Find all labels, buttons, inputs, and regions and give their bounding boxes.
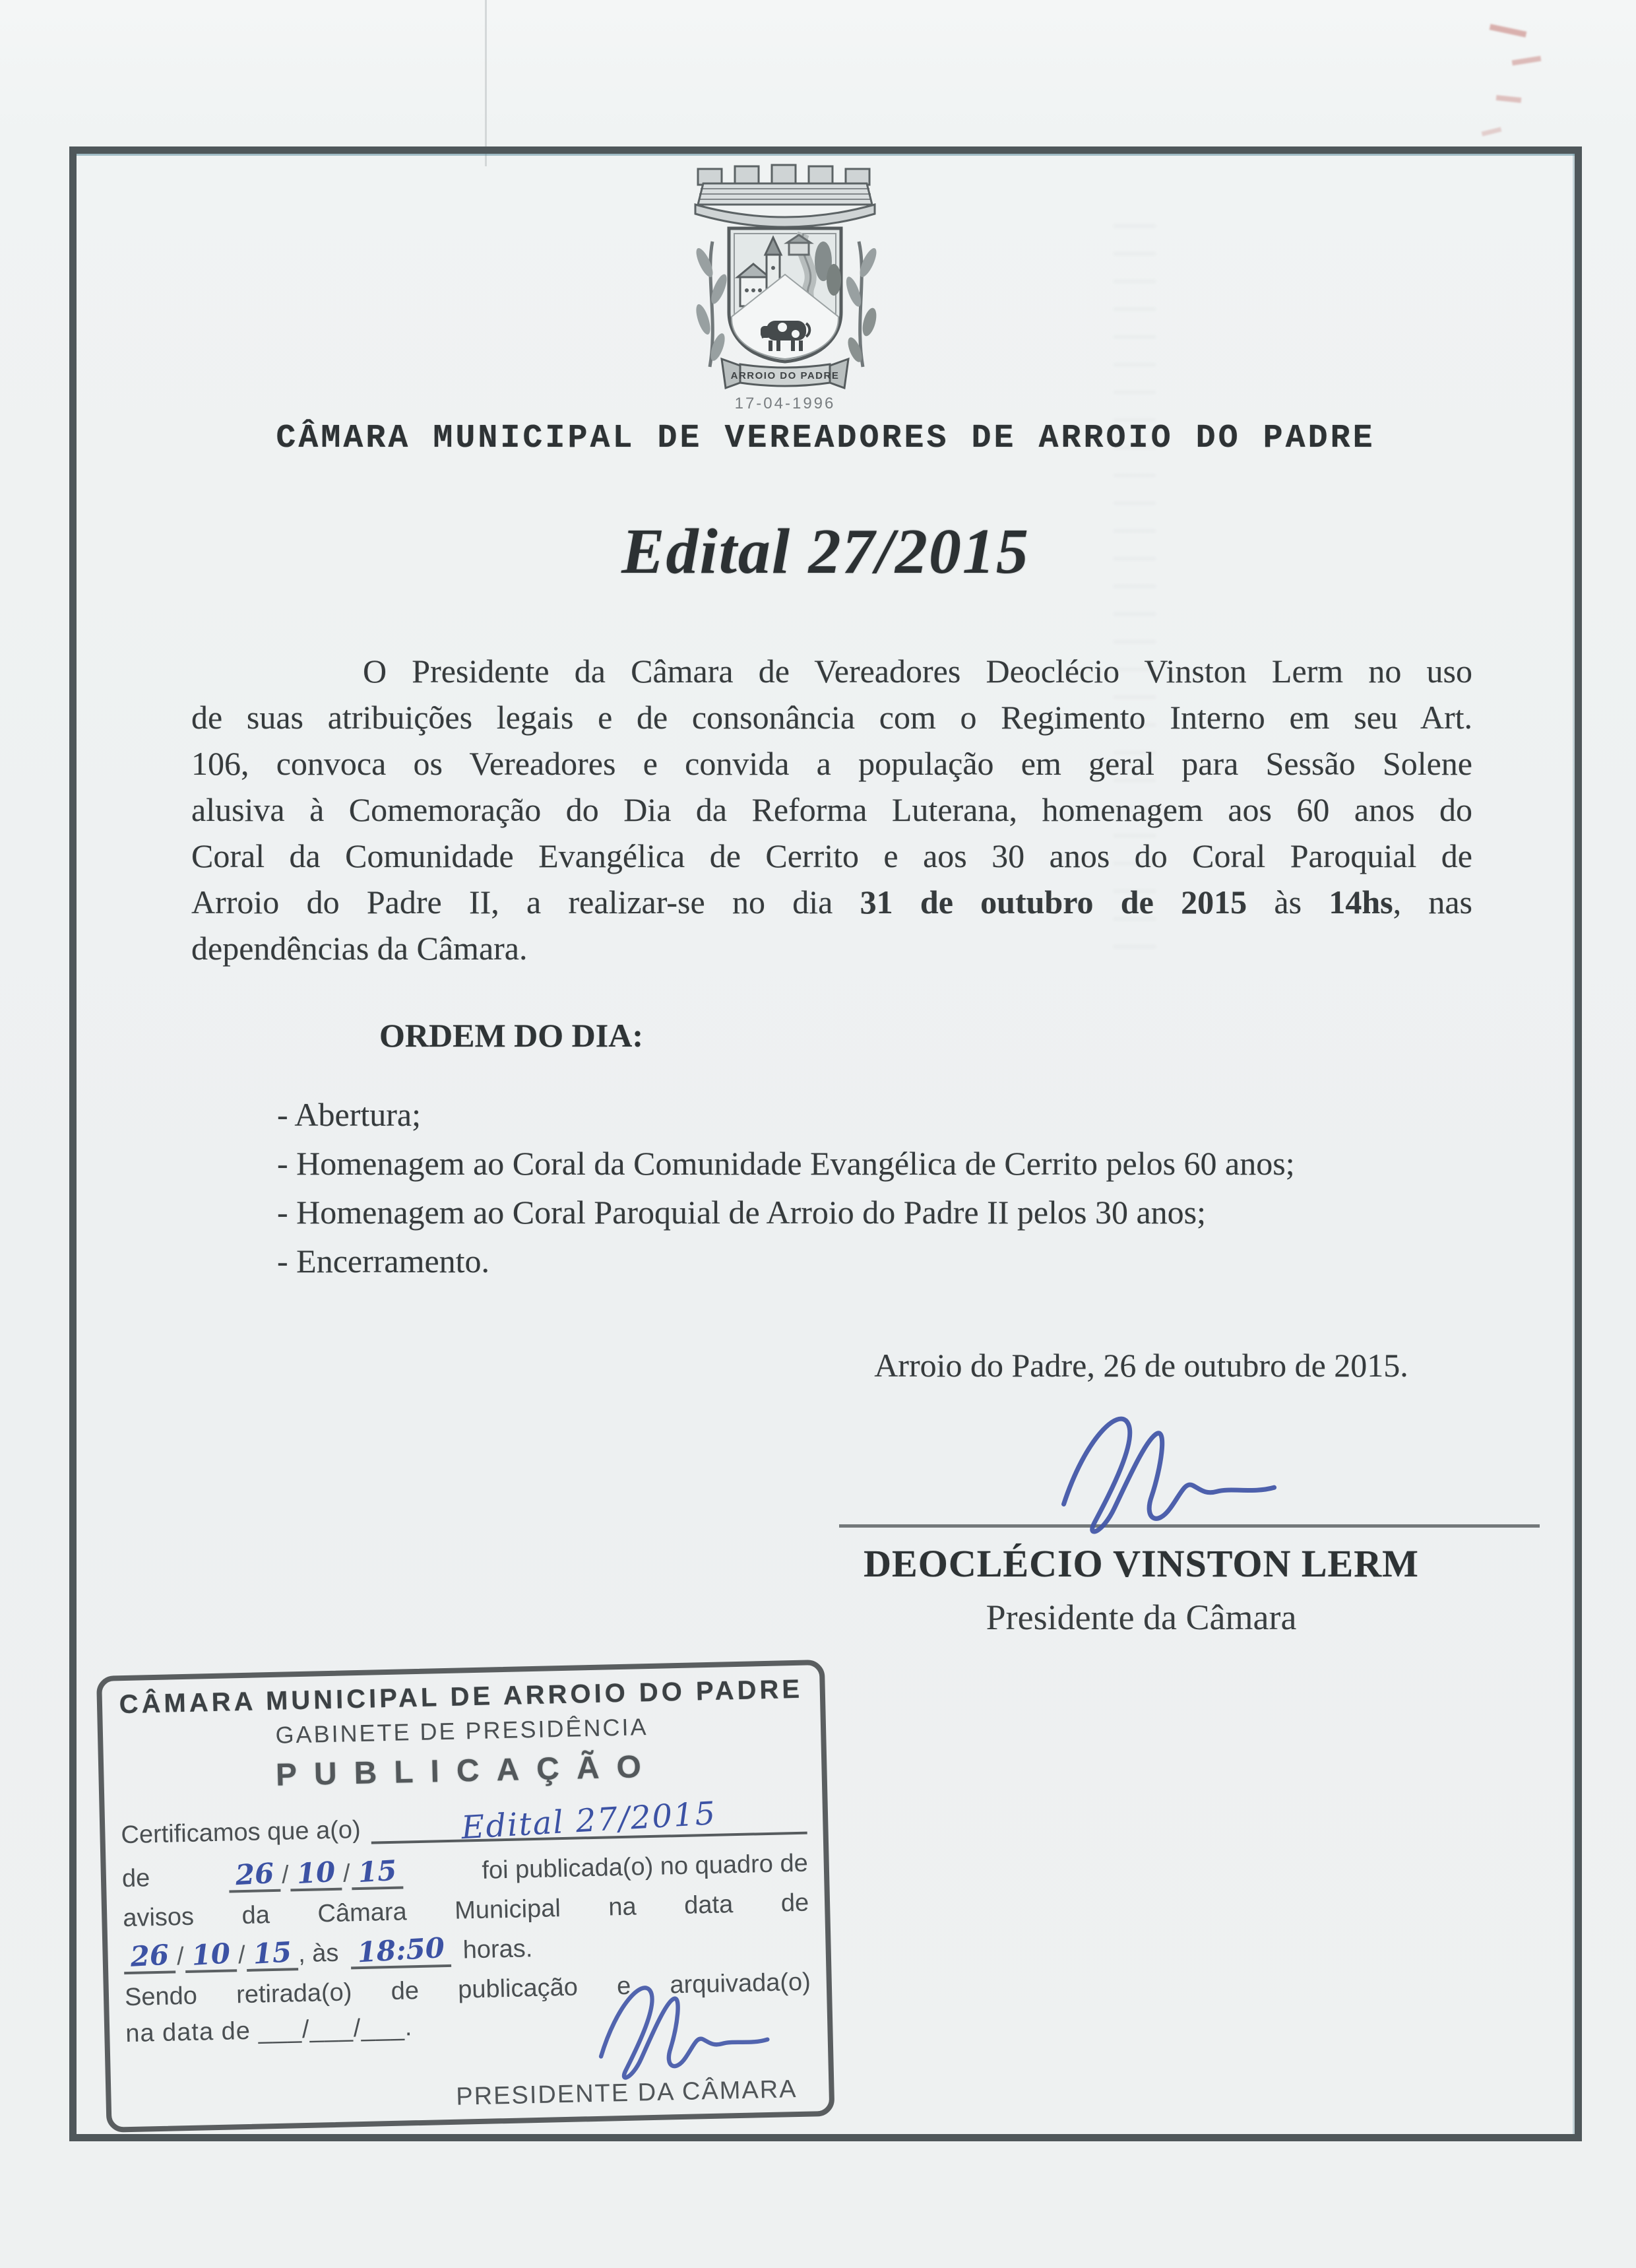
date-separator: / — [281, 1861, 290, 1889]
list-item: - Homenagem ao Coral Paroquial de Arroio do Padre II pelos 30 anos; — [277, 1194, 1206, 1231]
stamp-certify-prefix: Certificamos que a(o) — [121, 1815, 362, 1850]
signer-role: Presidente da Câmara — [986, 1598, 1297, 1637]
paragraph-line: dependências da Câmara. — [191, 930, 528, 967]
bleed-through-red-mark — [1496, 95, 1522, 103]
paragraph-line-with-bold — [191, 879, 1472, 925]
stamp-notice-board-line: avisos da Câmara Municipal na data de — [122, 1889, 809, 1933]
paragraph-line: alusiva à Comemoração do Dia da Reforma Luterana, homenagem aos 60 anos do — [191, 791, 1472, 828]
handwritten-month: 10 — [296, 1855, 336, 1891]
shield — [729, 228, 841, 362]
handwritten-date-2 — [123, 1935, 299, 1974]
handwritten-time-field — [350, 1931, 451, 1969]
institution-name: CÂMARA MUNICIPAL DE VEREADORES DE ARROIO DO PADRE — [276, 420, 1375, 457]
banner-ribbon — [722, 359, 848, 388]
president-signature-ink — [1021, 1403, 1311, 1543]
order-of-the-day-list — [277, 1090, 1478, 1285]
corn-stalks-left — [693, 242, 730, 367]
date-separator: / — [237, 1941, 246, 1970]
stamp-time-line — [123, 1926, 810, 1974]
stamp-horas-label: horas. — [462, 1934, 533, 1964]
stamp-removal-date-line: na data de ___/___/___. — [125, 2013, 413, 2048]
stamp-institution: CÂMARA MUNICIPAL DE ARROIO DO PADRE — [119, 1674, 803, 1720]
stamp-office: GABINETE DE PRESIDÊNCIA — [275, 1713, 648, 1749]
list-item: - Homenagem ao Coral da Comunidade Evangélica de Cerrito pelos 60 anos; — [277, 1145, 1295, 1182]
paragraph-line: de suas atribuições legais e de consonância com o Regimento Interno em seu Art. — [191, 699, 1472, 736]
scan-crease — [485, 0, 487, 166]
stamp-as-label: , às — [298, 1939, 339, 1968]
paragraph-line: O Presidente da Câmara de Vereadores Deoclécio Vinston Lerm no uso — [363, 653, 1472, 690]
handwritten-time: 18:50 — [356, 1931, 445, 1969]
publication-stamp — [96, 1660, 834, 2133]
municipal-crest — [666, 164, 904, 396]
handwritten-month: 10 — [191, 1937, 232, 1972]
document-title: Edital 27/2015 — [621, 516, 1030, 587]
stamp-president-signature-ink — [572, 1972, 792, 2087]
paragraph-line: 106, convoca os Vereadores e convida a população em geral para Sessão Solene — [191, 745, 1472, 782]
crest-founding-date: 17-04-1996 — [734, 395, 836, 412]
paragraph-text: , nas — [1393, 884, 1473, 921]
list-item: - Encerramento. — [277, 1243, 490, 1280]
date-separator: / — [342, 1860, 351, 1888]
bleed-through-red-mark — [1490, 24, 1527, 37]
handwritten-document-id: Edital 27/2015 — [460, 1795, 718, 1847]
mural-crown — [695, 165, 875, 227]
handwritten-year: 15 — [252, 1935, 293, 1970]
stamp-signer-role: PRESIDENTE DA CÂMARA — [455, 2075, 798, 2111]
place-and-date-line: Arroio do Padre, 26 de outubro de 2015. — [874, 1347, 1408, 1384]
crest-motto-text: ARROIO DO PADRE — [730, 370, 840, 381]
paragraph-text: às — [1274, 884, 1302, 921]
bleed-through-red-mark — [1512, 56, 1542, 66]
order-of-the-day-heading: ORDEM DO DIA: — [379, 1017, 643, 1054]
date-separator: / — [176, 1942, 185, 1971]
plant-right — [843, 242, 879, 367]
handwritten-date-1 — [228, 1854, 404, 1893]
handwritten-day: 26 — [129, 1938, 170, 1973]
event-time-bold: 14hs — [1329, 884, 1393, 921]
handwritten-day: 26 — [234, 1856, 275, 1892]
handwritten-year: 15 — [357, 1854, 398, 1889]
signer-name: DEOCLÉCIO VINSTON LERM — [864, 1542, 1419, 1585]
bleed-through-red-mark — [1482, 127, 1502, 136]
stamp-removal-line: Sendo retirada(o) de publicação e arquivada(o) — [124, 1968, 811, 2011]
stamp-certify-line — [121, 1795, 807, 1850]
stamp-publication-date-line — [121, 1848, 808, 1895]
paragraph-line: Coral da Comunidade Evangélica de Cerrito e aos 30 anos do Coral Paroquial de — [191, 837, 1472, 874]
stamp-published-text: foi publicada(o) no quadro de — [482, 1849, 809, 1885]
body-paragraph — [191, 648, 1472, 971]
paragraph-text: Arroio do Padre II, a realizar-se no dia — [191, 884, 833, 921]
stamp-de-label: de — [121, 1864, 150, 1893]
list-item: - Abertura; — [277, 1096, 421, 1133]
stamp-publication-heading: PUBLICAÇÃO — [275, 1749, 659, 1793]
certified-document-field — [371, 1795, 807, 1847]
coat-of-arms-icon — [666, 164, 904, 395]
event-date-bold: 31 de outubro de 2015 — [860, 884, 1247, 921]
